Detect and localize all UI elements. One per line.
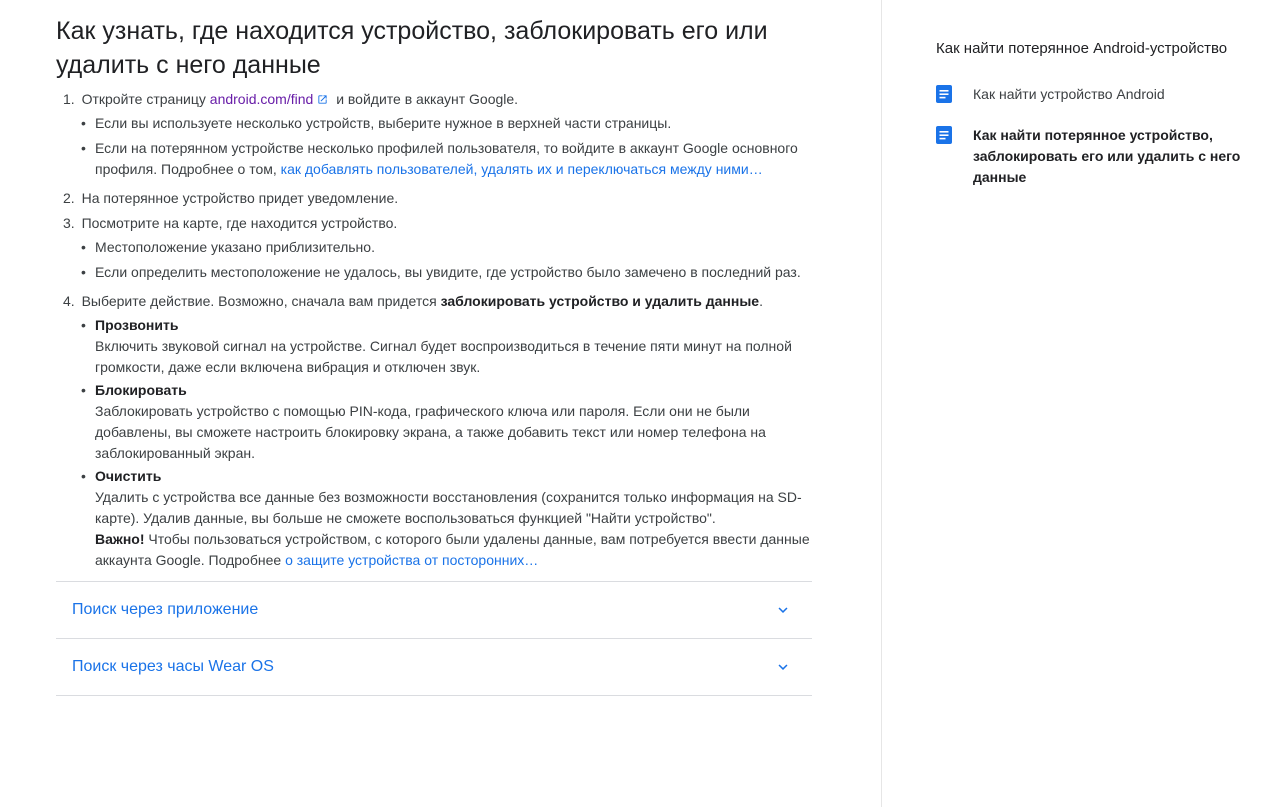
chevron-down-icon	[774, 601, 792, 619]
step-4-actions	[63, 315, 812, 571]
action-lock	[80, 380, 812, 464]
list-item-text: Если на потерянном устройстве несколько профилей пользователя, то войдите в аккаунт Google основного профиля. Подробнее о том,	[95, 140, 798, 177]
step-number: 1.	[63, 91, 75, 107]
action-description: Удалить с устройства все данные без возможности восстановления (сохранится только информация на SD-карте). Удалив данные, вы больше не сможете воспользоваться функцией "Найти устройство".	[95, 489, 802, 526]
page-title: Как узнать, где находится устройство, заблокировать его или удалить с него данные	[56, 17, 768, 79]
step-text: Посмотрите на карте, где находится устройство.	[81, 215, 398, 231]
accordion-title: Поиск через часы Wear OS	[72, 658, 274, 675]
action-description: Включить звуковой сигнал на устройстве. Сигнал будет воспроизводиться в течение пяти минут на полной громкости, даже если включена вибрация и отключен звук.	[95, 338, 792, 375]
list-item: • Если определить местоположение не удалось, вы увидите, где устройство было замечено в последний раз.	[80, 262, 812, 283]
step-number: 3.	[63, 215, 75, 231]
accordion-item-wear-os[interactable]	[56, 639, 812, 696]
action-ring	[80, 315, 812, 378]
sidebar-item-lost-device[interactable]	[936, 125, 1256, 188]
list-item	[80, 138, 812, 180]
action-description: Заблокировать устройство с помощью PIN-кода, графического ключа или пароля. Если они не были добавлены, вы сможете настроить блокировку экрана, а также добавить текст или номер телефона на заблокированный экран.	[95, 403, 766, 461]
document-icon	[936, 126, 952, 144]
step-1-bullets	[63, 113, 812, 180]
sidebar-item-label: Как найти потерянное устройство, заблокировать его или удалить с него данные	[973, 127, 1241, 185]
step-text: Выберите действие. Возможно, сначала вам придется	[81, 293, 437, 309]
accordion-title: Поиск через приложение	[72, 601, 259, 618]
step-text: Откройте страницу	[81, 91, 206, 107]
accordion-item-app[interactable]	[56, 582, 812, 639]
device-protection-link[interactable]: о защите устройства от посторонних…	[285, 552, 539, 568]
external-link-icon	[317, 94, 328, 105]
sidebar	[936, 36, 1256, 208]
link-text: android.com/find	[209, 91, 314, 107]
accordion	[56, 581, 812, 696]
step-number: 4.	[63, 293, 75, 309]
action-title: Прозвонить	[95, 317, 179, 333]
step-3	[56, 213, 812, 283]
step-text-post: .	[759, 293, 763, 309]
chevron-down-icon	[774, 658, 792, 676]
step-4	[56, 291, 812, 571]
step-1	[56, 89, 812, 180]
step-text-post: и войдите в аккаунт Google.	[336, 91, 519, 107]
step-text: На потерянное устройство придет уведомление.	[81, 190, 399, 206]
action-title: Очистить	[95, 468, 162, 484]
important-text: Чтобы пользоваться устройством, с которого были удалены данные, вам потребуется ввести данные аккаунта Google. Подробнее	[95, 531, 810, 568]
step-number: 2.	[63, 190, 75, 206]
sidebar-title: Как найти потерянное Android-устройство	[936, 40, 1228, 57]
important-label: Важно!	[95, 531, 145, 547]
sidebar-item-label: Как найти устройство Android	[973, 86, 1165, 102]
sidebar-item-find-device[interactable]	[936, 84, 1256, 105]
step-3-bullets	[63, 237, 812, 283]
action-title: Блокировать	[95, 382, 187, 398]
step-2	[56, 188, 812, 209]
article	[56, 14, 812, 696]
document-icon	[936, 85, 952, 103]
steps-list	[56, 89, 812, 571]
list-item: • Местоположение указано приблизительно.	[80, 237, 812, 258]
manage-users-link[interactable]: как добавлять пользователей, удалять их и переключаться между ними…	[280, 161, 763, 177]
column-divider	[881, 0, 882, 807]
android-find-link[interactable]	[210, 91, 333, 107]
list-item: • Если вы используете несколько устройств, выберите нужное в верхней части страницы.	[80, 113, 812, 134]
action-erase	[80, 466, 812, 571]
step-text-bold: заблокировать устройство и удалить данные	[440, 293, 760, 309]
